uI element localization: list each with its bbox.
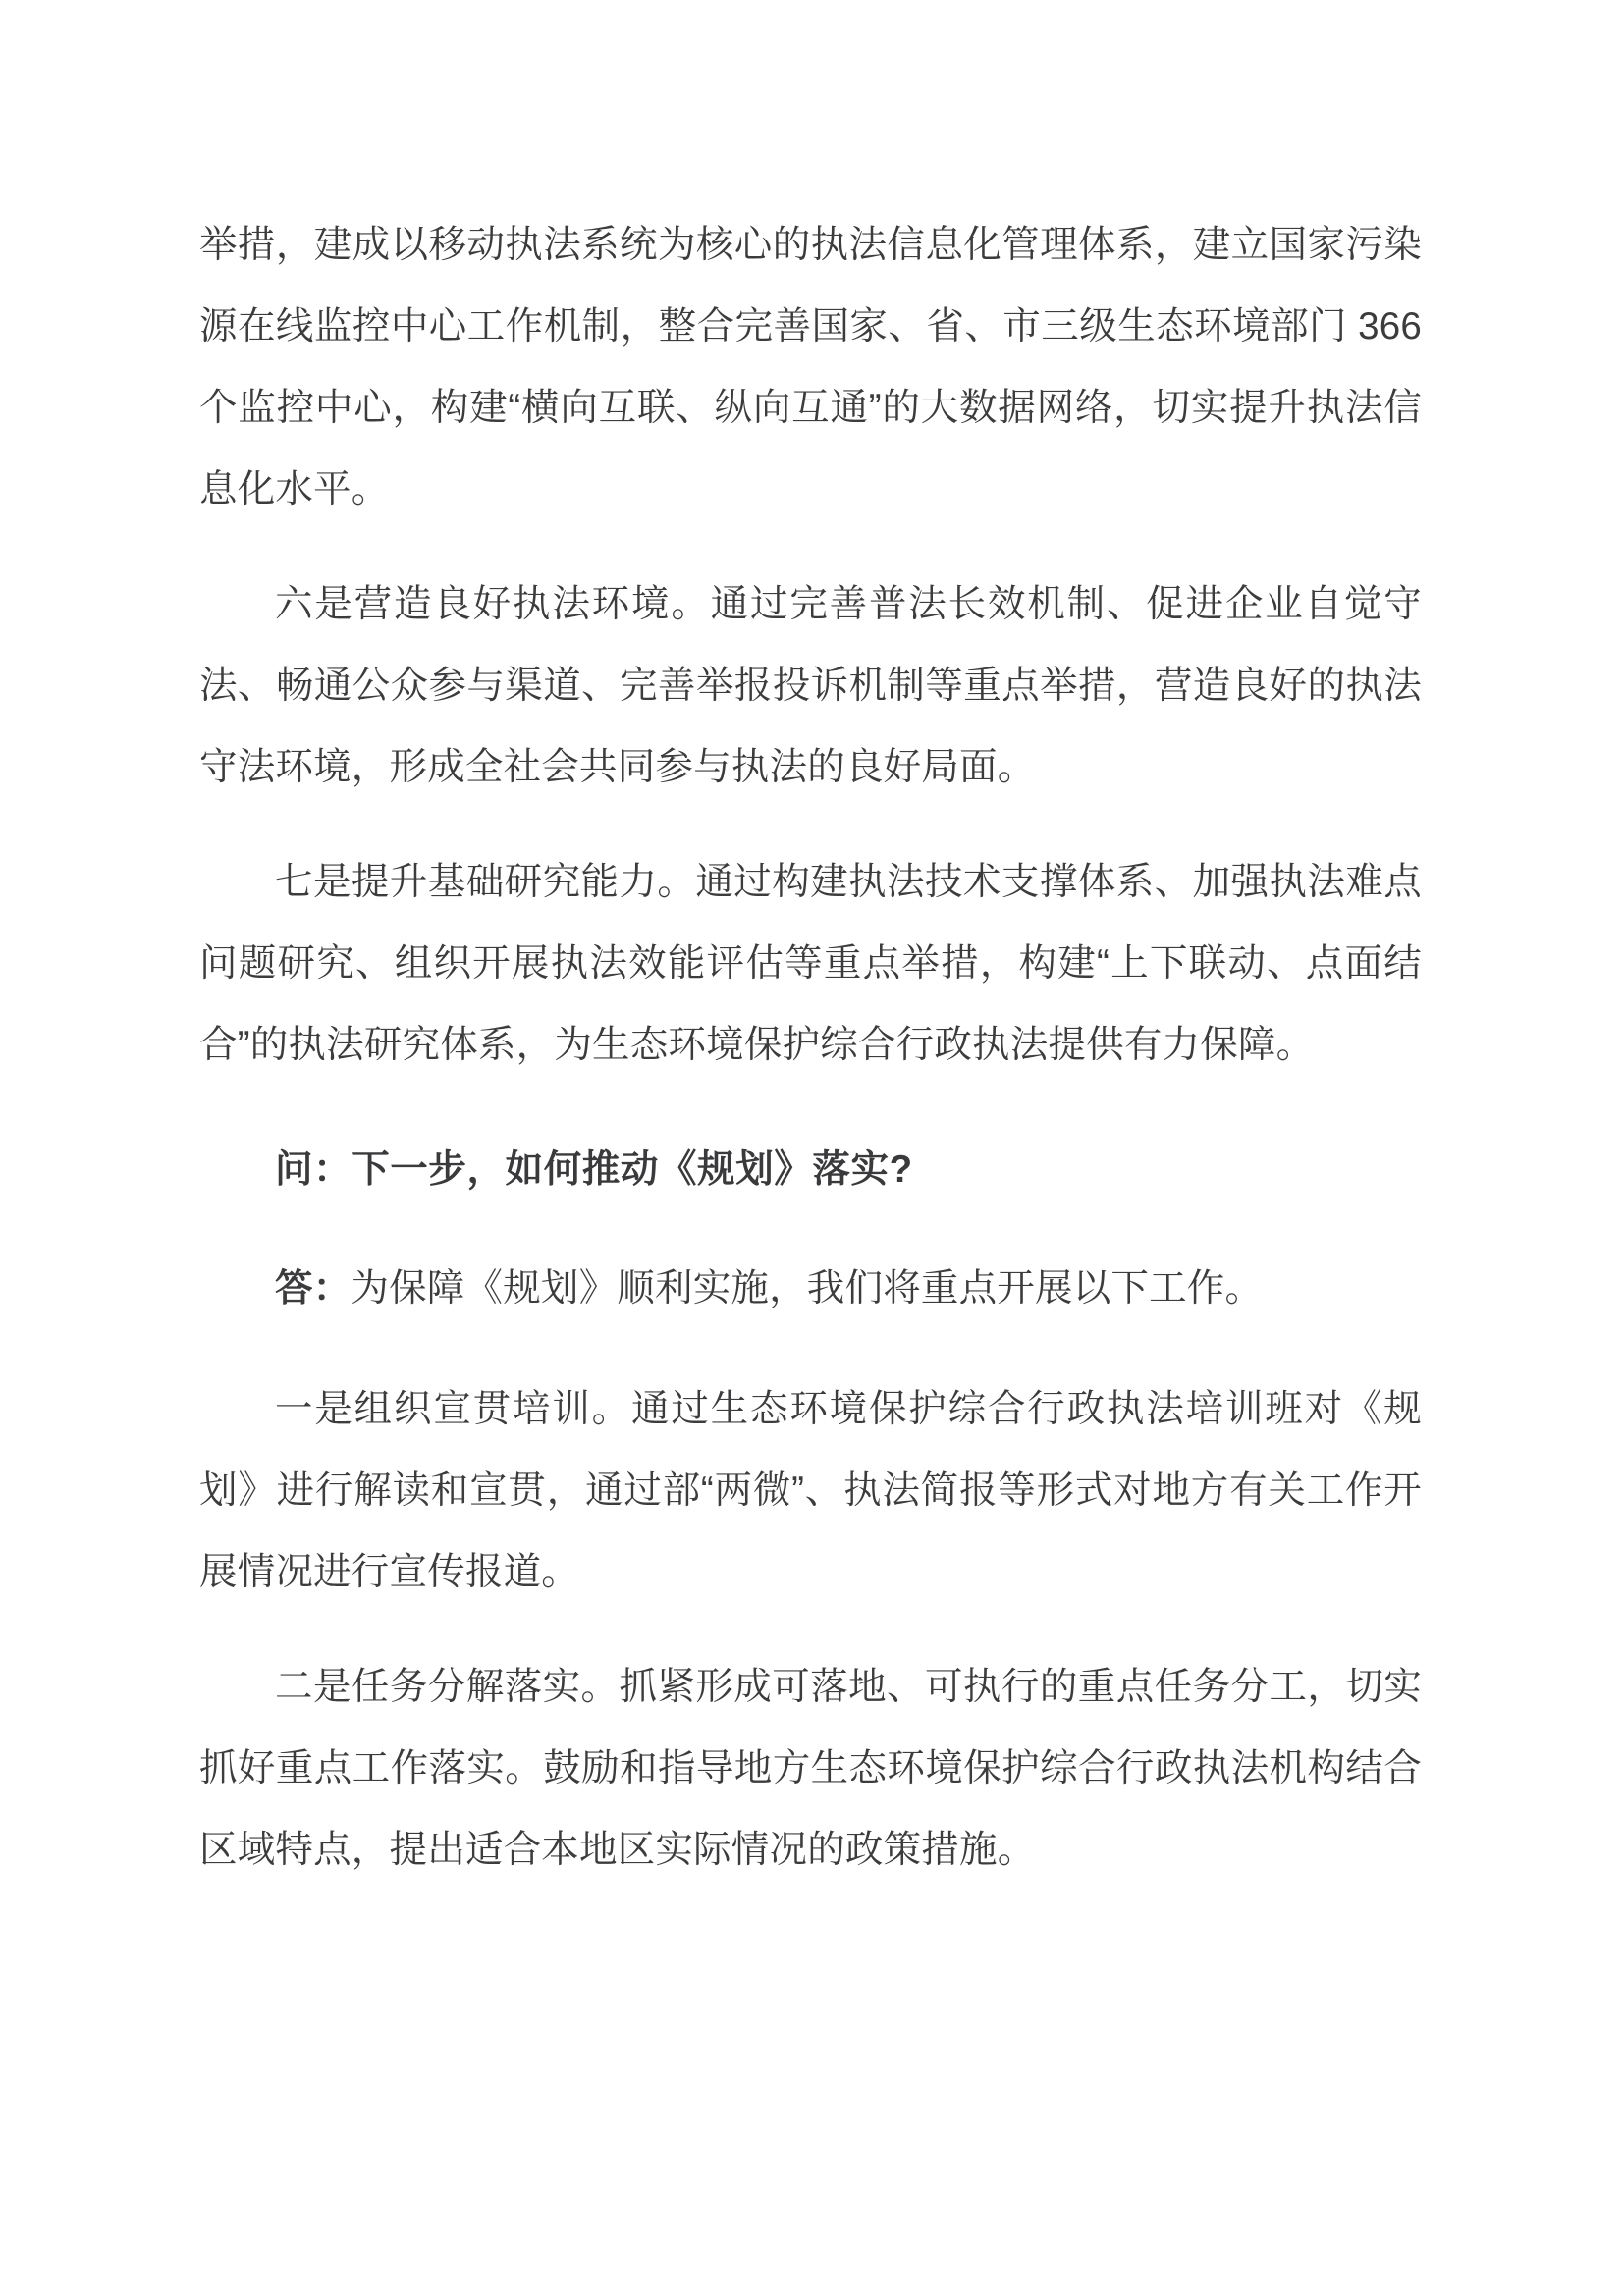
- document-body: [199, 204, 1422, 1924]
- answer-label: 答：: [275, 1267, 352, 1309]
- answer-paragraph: [199, 1248, 1422, 1329]
- answer-text: 为保障《规划》顺利实施，我们将重点开展以下工作。: [351, 1267, 1264, 1309]
- paragraph-item-seven: 七是提升基础研究能力。通过构建执法技术支撑体系、加强执法难点问题研究、组织开展执法效能评估等重点举措，构建“上下联动、点面结合”的执法研究体系，为生态环境保护综合行政执法提供有力保障。: [199, 861, 1422, 1066]
- paragraph-measure-two: 二是任务分解落实。抓紧形成可落地、可执行的重点任务分工，切实抓好重点工作落实。鼓励和指导地方生态环境保护综合行政执法机构结合区域特点，提出适合本地区实际情况的政策措施。: [199, 1666, 1422, 1871]
- paragraph-continued-informatization: 举措，建成以移动执法系统为核心的执法信息化管理体系，建立国家污染源在线监控中心工作机制，整合完善国家、省、市三级生态环境部门 366 个监控中心，构建“横向互联、纵向互通”的大数据网络，切实提升执法信息化水平。: [199, 224, 1422, 510]
- paragraph-item-six: 六是营造良好执法环境。通过完善普法长效机制、促进企业自觉守法、畅通公众参与渠道、完善举报投诉机制等重点举措，营造良好的执法守法环境，形成全社会共同参与执法的良好局面。: [199, 583, 1422, 788]
- paragraph-measure-one: 一是组织宣贯培训。通过生态环境保护综合行政执法培训班对《规划》进行解读和宣贯，通过部“两微”、执法简报等形式对地方有关工作开展情况进行宣传报道。: [199, 1388, 1422, 1593]
- question-heading: 问：下一步，如何推动《规划》落实?: [275, 1148, 913, 1191]
